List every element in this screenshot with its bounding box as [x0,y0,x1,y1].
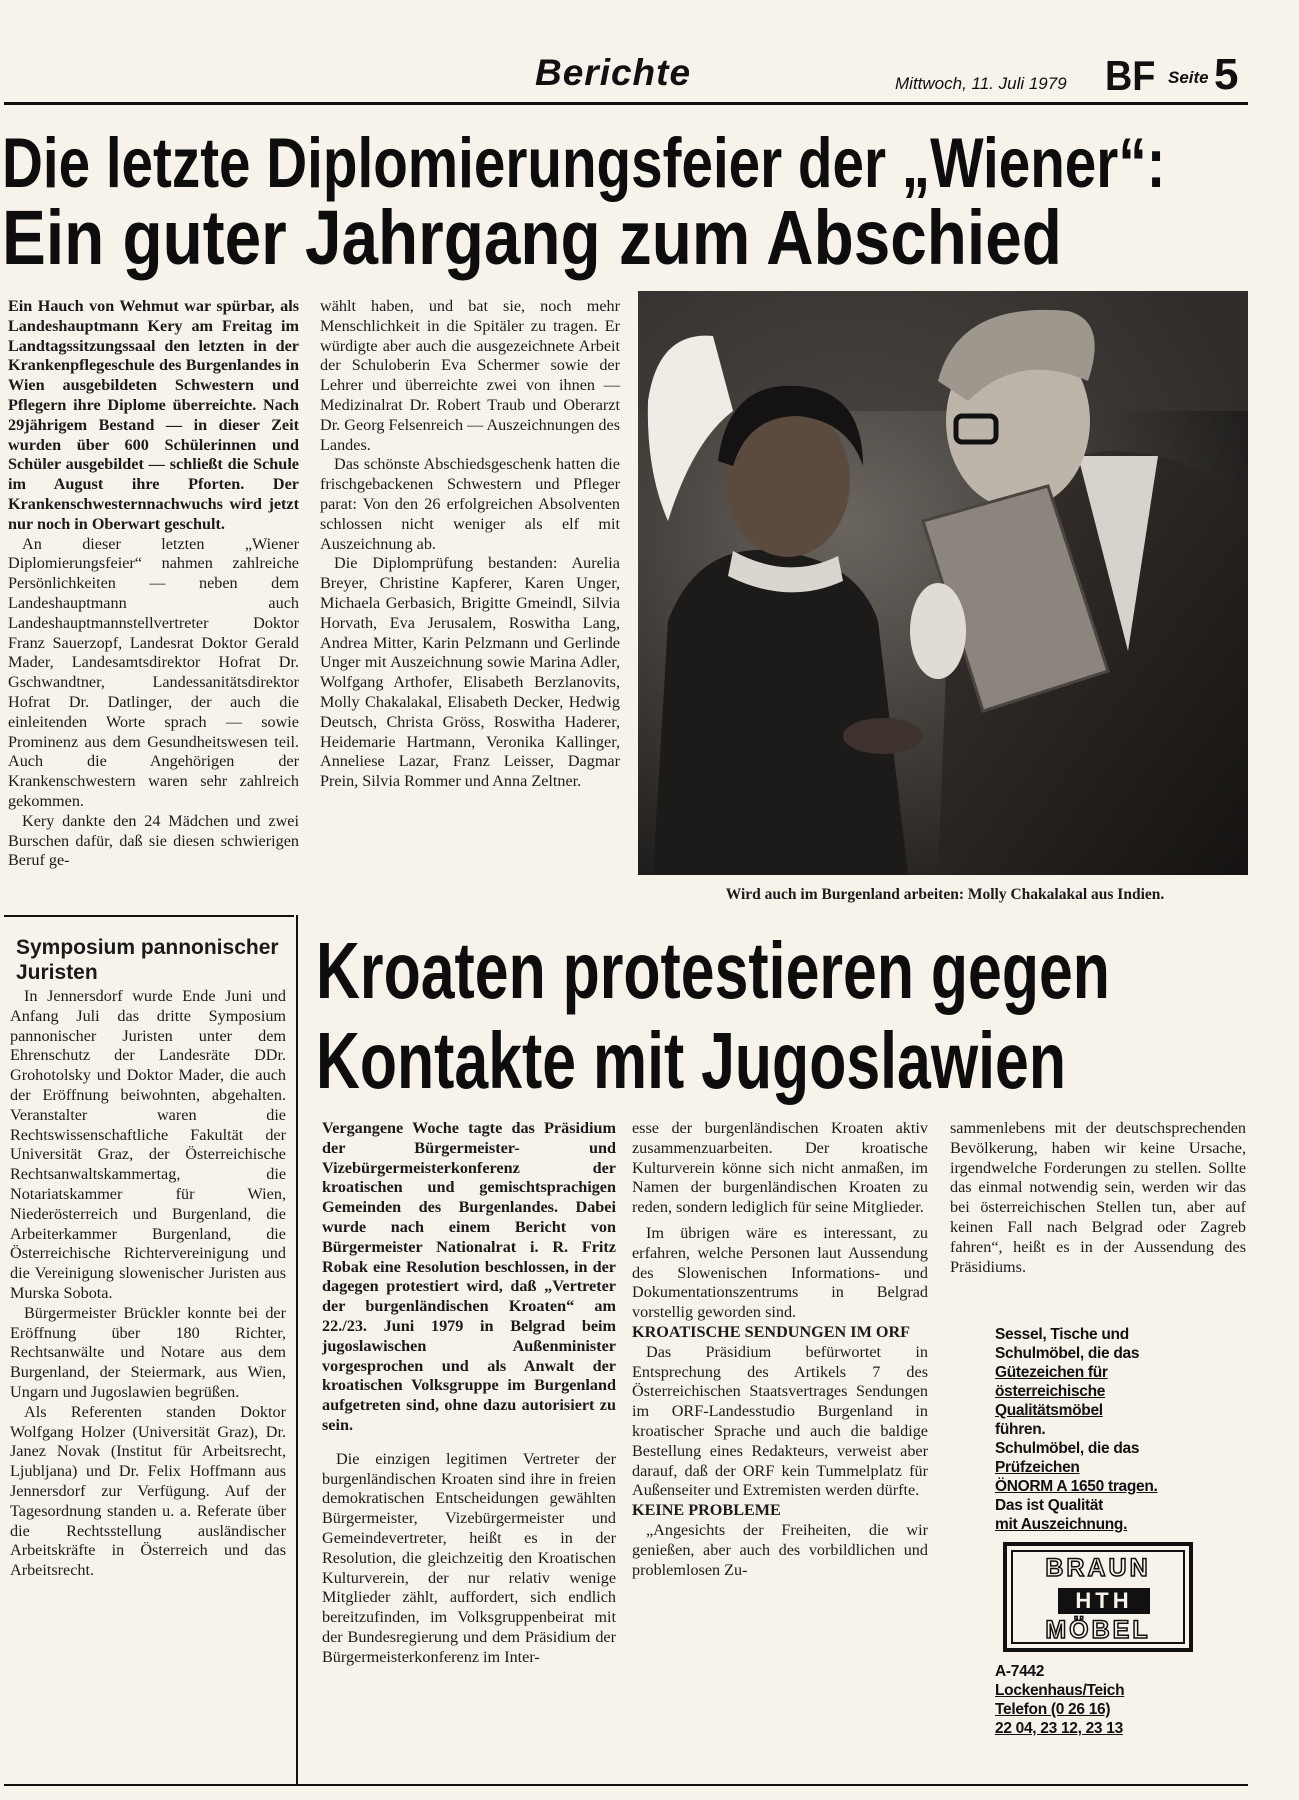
furniture-advertisement [995,1325,1245,1738]
braun-hth-logo [1003,1542,1193,1652]
footer-rule [4,1784,1248,1786]
ad-line: österreichische [995,1383,1106,1400]
sidebar-title: Symposium pannonischer Juristen [16,936,279,984]
article2-subheading: KROATISCHE SENDUNGEN IM ORF [632,1322,911,1341]
ad-line: Schulmöbel, die das [995,1345,1140,1362]
sidebar-paragraph: In Jennersdorf wurde Ende Juni und Anfang Juli das dritte Symposium pannonischer Juristen unter dem Ehrenschutz der Landesräte DDr. Grohotolsky und Doktor Mader, die auch der Eröffnung beiwohnten, abgehalten. Veranstalter waren die Rechtswissenschaftliche Fakultät der Universität Graz, der Österreichische Rechtsanwaltskammertag, die Notariatskammer für Wien, Niederösterreich und Burgenland, die Arbeiterkammer Burgenland, die Österreichische Richtervereinigung und die Vereinigung slowenischer Juristen aus Murska Sobota. [10,987,286,1302]
article2-column-3 [950,1119,1246,1277]
article2-paragraph: Das Präsidium befürwortet in Entsprechung des Artikels 7 des Österreichischen Staatsvertrages Sendungen im ORF-Landesstudio Burgenland in kroatischer Sprache und auch die baldige Bestellung eines Redakteurs, verweist aber darauf, daß der ORF kein Tummelplatz für Außenseiter und Extremisten werden dürfte. [632,1342,928,1500]
ad-line: Prüfzeichen [995,1459,1080,1476]
ad-line: Qualitätsmöbel [995,1402,1103,1419]
article1-paragraph: Das schönste Abschiedsgeschenk hatten die frischgebackenen Schwestern und Pfleger parat: Von den 26 erfolgreichen Absolventen schlossen nicht weniger als elf mit Auszeichnung ab. [320,455,620,553]
ad-address-line: A-7442 [995,1663,1045,1680]
article2-headline-line2: Kontakte mit Jugoslawien [316,1016,1066,1106]
article2-column-1 [322,1119,616,1668]
article2-subheading: KEINE PROBLEME [632,1501,781,1520]
article1-column-1 [8,297,299,871]
ad-line: Schulmöbel, die das [995,1440,1140,1457]
issue-date: Mittwoch, 11. Juli 1979 [895,74,1067,93]
logo-frame [1011,1550,1185,1644]
article1-lead: Ein Hauch von Wehmut war spürbar, als Landeshauptmann Kery am Freitag im Landtagssitzungssaal den letzten in der Krankenpflegeschule des Burgenlandes in Wien ausgebildeten Schwestern und Pflegern ihre Diplome überreichte. Nach 29jährigem Bestand — in dieser Zeit wurden über 600 Schülerinnen und Schüler ausgebildet — schließt die Schule im August ihre Pforten. Der Krankenschwesternnachwuchs wird jetzt nur noch in Oberwart geschult. [8,297,299,533]
article1-photo [638,291,1248,875]
page-label: Seite [1168,68,1209,87]
article2-paragraph: „Angesichts der Freiheiten, die wir genießen, aber auch des vorbildlichen und problemlosen Zu- [632,1520,928,1579]
logo-text-top: BRAUN [1045,1554,1151,1582]
ad-line: führen. [995,1421,1046,1438]
article2-headline-line1: Kroaten protestieren gegen [316,926,1110,1016]
article1-paragraph: wählt haben, und bat sie, noch mehr Menschlichkeit in die Spitäler zu tragen. Er würdigte aber auch die ausgezeichnete Arbeit der Schuloberin Eva Schermer sowie der Lehrer und überreichte zwei von ihnen — Medizinalrat Dr. Robert Traub und Oberarzt Dr. Georg Felsenreich — Auszeichnungen des Landes. [320,297,620,454]
article2-paragraph: Die einzigen legitimen Vertreter der burgenländischen Kroaten sind ihre in freien demokratischen Entscheidungen gewählten Bürgermeister, Vizebürgermeister und Gemeindevertreter, heißt es in der Resolution, die gleichzeitig den Kroatischen Kulturverein, der nur relativ wenige Mitglieder zählt, auffordert, sich endlich bereitzufinden, im Volksgruppenbeirat mit der Bundesregierung und dem Präsidium der Bürgermeisterkonferenz im Inter- [322,1449,616,1666]
sidebar-article [6,925,289,1581]
ad-address-line: 22 04, 23 12, 23 13 [995,1720,1123,1737]
sidebar-divider [296,915,298,1785]
ad-line: ÖNORM A 1650 tragen. [995,1478,1158,1495]
article2-column-2 [632,1119,928,1580]
page-number: 5 [1214,50,1239,99]
article1-paragraph: An dieser letzten „Wiener Diplomierungsfeier“ nahmen zahlreiche Persönlichkeiten — neben dem Landeshauptmann auch Landeshauptmannstellvertreter Doktor Franz Sauerzopf, Landesrat Doktor Gerald Mader, Landesamtsdirektor Hofrat Dr. Gschwandtner, Landessanitätsdirektor Hofrat Dr. Datlinger, der auch die einleitenden Worte sprach — sowie Prominenz aus dem Gesundheitswesen teil. Auch die Angehörigen der Krankenschwestern waren sehr zahlreich gekommen. [8,534,299,810]
logo-text-middle: HTH [1058,1588,1150,1614]
ad-address-line: Lockenhaus/Teich [995,1682,1125,1699]
section-title: Berichte [535,52,692,93]
ad-line: Sessel, Tische und [995,1326,1129,1343]
article2-paragraph: sammenlebens mit der deutschsprechenden Bevölkerung, haben wir keine Ursache, irgendwelche Forderungen zu stellen. Sollte das einmal notwendig sein, werden wir das bei österreichischen Stellen tun, aber auf keinen Fall nach Belgrad oder Zagreb fahren“, heißt es in der Aussendung des Präsidiums. [950,1119,1246,1276]
ad-address [995,1662,1245,1738]
article1-paragraph: Die Diplomprüfung bestanden: Aurelia Breyer, Christine Kapferer, Karen Unger, Michaela Gerbasich, Brigitte Gmeindl, Silvia Horvath, Eva Jerusalem, Roswitha Lang, Andrea Mitter, Karin Pelzmann und Gerlinde Unger mit Auszeichnung sowie Marina Adler, Wolfgang Arthofer, Elisabeth Berzlanovits, Molly Chakalakal, Elisabeth Decker, Hedwig Deutsch, Christa Gröss, Roswitha Haderer, Heidemarie Hartmann, Veronika Kallinger, Anneliese Lazar, Franz Leisser, Dagmar Prein, Silvia Rommer und Anna Zeltner. [320,554,620,791]
logo-text-bottom: MÖBEL [1045,1616,1151,1644]
ceremony-photo-illustration [638,291,1248,875]
article2-paragraph: Im übrigen wäre es interessant, zu erfahren, welche Personen laut Aussendung des Slowenischen Informations- und Dokumentationszentrums in Belgrad vorstellig geworden sind. [632,1223,928,1322]
article2-lead: Vergangene Woche tagte das Präsidium der Bürgermeister- und Vizebürgermeisterkonferenz der kroatischen und gemischtsprachigen Gemeinden des Burgenlandes. Dabei wurde nach einem Bericht von Bürgermeister Nationalrat i. R. Fritz Robak eine Resolution beschlossen, in der dagegen protestiert wird, daß „Vertreter der burgenländischen Kroaten“ am 22./23. Juni 1979 in Belgrad beim jugoslawischen Außenminister vorgesprochen und als Anwalt der kroatischen Volksgruppe im Burgenland aufgetreten sind, ohne dazu autorisiert zu sein. [322,1119,616,1434]
ad-line: Gütezeichen für [995,1364,1108,1381]
newspaper-logo: BF [1105,52,1156,99]
header-rule [4,102,1248,105]
article1-headline-line2: Ein guter Jahrgang zum Abschied [2,195,1062,281]
article2-paragraph: esse der burgenländischen Kroaten aktiv zusammenzuarbeiten. Der kroatische Kulturverein könne sich nicht anmaßen, im Namen der burgenländischen Kroaten zu reden, sondern lediglich für seine Mitglieder. [632,1119,928,1217]
ad-copy [995,1325,1245,1534]
article1-paragraph: Kery dankte den 24 Mädchen und zwei Burschen dafür, daß sie diesen schwierigen Beruf ge- [8,811,299,870]
sidebar-paragraph: Bürgermeister Brückler konnte bei der Eröffnung über 180 Richter, Rechtsanwälte und Notare aus dem Burgenland, der Steiermark, aus Wien, Ungarn und Jugoslawien begrüßen. [10,1303,286,1401]
sidebar-body [6,987,286,1581]
photo-caption: Wird auch im Burgenland arbeiten: Molly Chakalakal aus Indien. [725,886,1165,903]
article1-column-2 [320,297,620,792]
section-divider [4,915,294,917]
ad-line: mit Auszeichnung. [995,1516,1128,1533]
sidebar-paragraph: Als Referenten standen Doktor Wolfgang Holzer (Universität Graz), Dr. Janez Novak (Institut für Arbeitsrecht, Ljubljana) und Dr. Felix Hoffmann aus Jennersdorf zur Verfügung. Auf der Tagesordnung standen u. a. Referate über die Rechtsstellung ausländischer Arbeitskräfte in Österreich und das Arbeitsrecht. [10,1402,286,1580]
ad-address-line: Telefon (0 26 16) [995,1701,1111,1718]
article1-headline-line1: Die letzte Diplomierungsfeier der „Wiener“: [2,123,1166,203]
ad-line: Das ist Qualität [995,1497,1104,1514]
